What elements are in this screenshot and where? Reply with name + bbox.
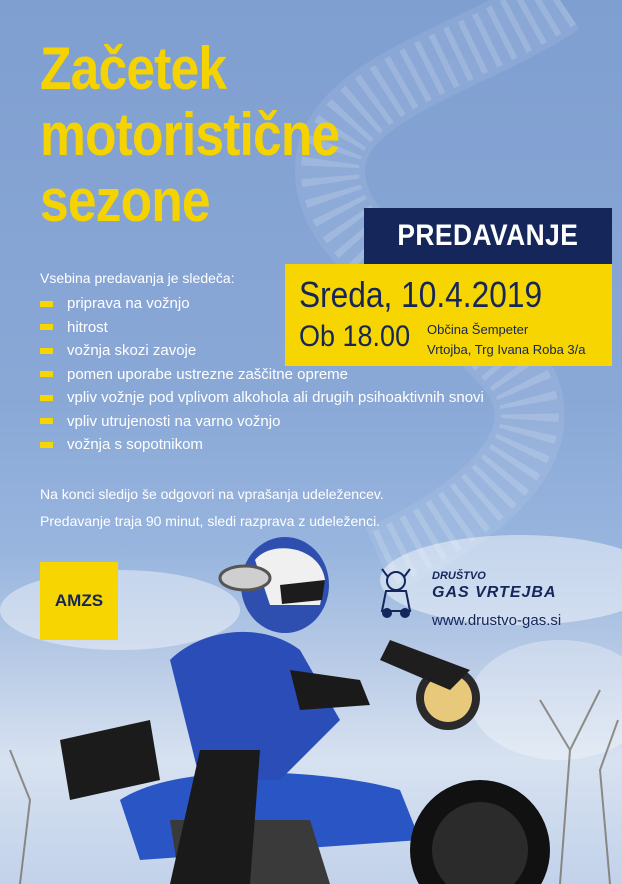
location-line: Vrtojba, Trg Ivana Roba 3/a: [427, 342, 586, 357]
event-date: Sreda, 10.4.2019: [299, 274, 543, 315]
topic-text: vpliv vožnje pod vplivom alkohola ali drugih psihoaktivnih snovi: [67, 389, 484, 407]
bullet-icon: [40, 371, 53, 377]
lecture-content: [40, 270, 484, 457]
topic-text: priprava na vožnjo: [67, 295, 190, 313]
organizer-website: www.drustvo-gas.si: [432, 612, 562, 629]
lecture-badge: [364, 208, 612, 264]
list-item: [40, 433, 484, 457]
title-line: sezone: [40, 167, 210, 234]
badge-label: PREDAVANJE: [397, 219, 579, 252]
duration-note: Predavanje traja 90 minut, sledi razprava z udeleženci.: [40, 513, 381, 529]
list-item: [40, 410, 484, 434]
topic-list: [40, 292, 484, 457]
organizer-name: GAS VRTEJBA: [432, 584, 557, 601]
content-intro: Vsebina predavanja je sledeča:: [40, 270, 235, 286]
list-item: [40, 339, 484, 363]
amzs-logo: [40, 562, 118, 640]
list-item: [40, 386, 484, 410]
poster-title: [40, 36, 339, 234]
amzs-logo-text: AMZS: [54, 591, 104, 610]
topic-text: hitrost: [67, 318, 108, 336]
location-line: Občina Šempeter: [427, 322, 529, 337]
bullet-icon: [40, 395, 53, 401]
topic-text: pomen uporabe ustrezne zaščitne opreme: [67, 365, 349, 383]
topic-text: vpliv utrujenosti na varno vožnjo: [67, 412, 281, 430]
list-item: [40, 316, 484, 340]
topic-text: vožnja skozi zavoje: [67, 342, 197, 360]
list-item: [40, 292, 484, 316]
topic-text: vožnja s sopotnikom: [67, 436, 203, 454]
list-item: [40, 363, 484, 387]
bullet-icon: [40, 418, 53, 424]
event-time: Ob 18.00: [299, 320, 411, 353]
title-line: Začetek: [40, 35, 227, 102]
organizer-society: DRUŠTVO: [432, 570, 486, 582]
bullet-icon: [40, 324, 53, 330]
title-line: motoristične: [40, 101, 340, 168]
bullet-icon: [40, 442, 53, 448]
gas-mascot-icon: [376, 567, 416, 619]
bullet-icon: [40, 301, 53, 307]
closing-note: Na konci sledijo še odgovori na vprašanja udeležencev.: [40, 486, 384, 502]
bullet-icon: [40, 348, 53, 354]
